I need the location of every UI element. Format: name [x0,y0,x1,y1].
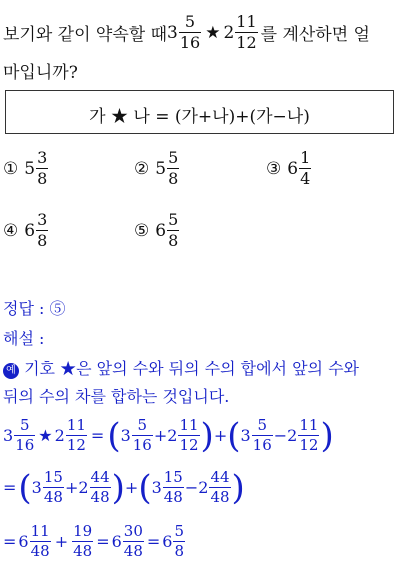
s1-b-frac1 [252,418,273,453]
option-2-denominator: 8 [168,169,179,188]
option-5-fraction [167,212,179,249]
s1-paren-open-1: ( [107,415,121,456]
s2-paren-open-1: ( [18,467,32,508]
answer-line [3,296,66,319]
definition-box [5,90,394,134]
star-operator: ★ [205,22,221,43]
fraction-b-denominator: 12 [236,33,257,52]
s3-frac4 [173,524,185,559]
fraction-a [179,14,201,51]
option-3-numerator: 1 [300,148,311,167]
definition-text: 가 ★ 나 = (가+나)+(가−나) [89,107,310,127]
option-4-whole: 6 [24,220,36,241]
s1-n2: 11 [66,416,86,434]
s1-star: ★ [38,426,53,445]
option-3-mark: ③ [266,158,282,179]
option-2-mark: ② [134,158,150,179]
s1-b-w2: 2 [287,426,298,445]
s2-a-n2: 44 [90,468,110,486]
s2-b-n1: 15 [163,468,183,486]
s3-frac3 [123,524,144,559]
option-1-numerator: 3 [37,148,48,167]
option-4-fraction [36,212,48,249]
s1-a-n1: 5 [137,416,148,434]
option-5-mark: ⑤ [134,220,150,241]
s2-plus-mid: + [124,478,139,497]
s1-b-d1: 16 [252,436,272,454]
option-1-fraction [36,150,48,187]
option-2-numerator: 5 [168,148,179,167]
s2-b-d1: 48 [163,488,183,506]
s2-paren-open-2: ( [138,467,152,508]
s1-b-n2: 11 [299,416,319,434]
option-4-numerator: 3 [37,210,48,229]
question-text-prefix: 보기와 같이 약속할 때 [3,25,168,45]
s2-b-w1: 3 [151,478,162,497]
option-4-mark: ④ [3,220,19,241]
s1-b-minus: − [273,426,288,445]
question-text-suffix: 를 계산하면 얼 [260,25,370,45]
option-3[interactable] [266,150,312,187]
fraction-a-numerator: 5 [184,12,196,31]
s1-b-d2: 12 [299,436,319,454]
s3-d4: 8 [174,542,185,560]
s3-n1: 11 [30,522,50,540]
answer-label: 정답 : [3,299,50,318]
s2-b-n2: 44 [210,468,230,486]
s3-w4: 6 [162,532,173,551]
option-1-mark: ① [3,158,19,179]
s2-a-d2: 48 [90,488,110,506]
s2-a-plus: + [64,478,79,497]
explanation-sentence-1: 기호 ★은 앞의 수와 뒤의 수의 합에서 앞의 수와 [19,359,359,378]
answer-value: ⑤ [49,299,66,318]
s1-frac2 [66,418,87,453]
s1-frac1 [14,418,35,453]
s3-d3: 48 [123,542,143,560]
s1-a-w2: 2 [167,426,178,445]
option-3-whole: 6 [287,158,299,179]
option-1-denominator: 8 [37,169,48,188]
explanation-text-line-1 [3,356,359,379]
option-2[interactable] [134,150,180,187]
s2-eq: = [3,478,17,497]
s1-a-n2: 11 [179,416,199,434]
s1-plus-mid: + [213,426,228,445]
solution-step-2 [3,467,245,508]
s1-d2: 12 [66,436,86,454]
option-1[interactable] [3,150,49,187]
option-5-whole: 6 [155,220,167,241]
s1-b-n1: 5 [257,416,267,434]
s1-paren-close-1: ) [200,415,214,456]
s2-b-frac1 [163,470,184,505]
s1-b-frac2 [298,418,319,453]
s1-a-w1: 3 [120,426,131,445]
s1-b-w1: 3 [240,426,251,445]
s3-w3: 6 [111,532,122,551]
mixed-number-a-whole: 3 [167,22,178,43]
explanation-text-line-2: 뒤의 수의 차를 합하는 것입니다. [3,387,230,406]
s1-n1: 5 [19,416,30,434]
s2-a-frac2 [90,470,111,505]
s3-eq3: = [146,532,161,551]
option-5-numerator: 5 [168,210,179,229]
fraction-b [235,14,257,51]
option-3-denominator: 4 [300,169,311,188]
s3-d1: 48 [30,542,50,560]
question-line-1 [3,14,370,51]
s3-frac2 [72,524,93,559]
s2-a-w2: 2 [78,478,89,497]
s3-plus: + [54,532,69,551]
s3-eq2: = [96,532,110,551]
option-1-whole: 5 [24,158,36,179]
s1-a-d2: 12 [179,436,199,454]
option-4[interactable] [3,212,49,249]
option-5-denominator: 8 [168,231,179,250]
option-2-whole: 5 [155,158,167,179]
s1-w1: 3 [3,426,14,445]
s3-eq1: = [3,532,17,551]
option-2-fraction [167,150,179,187]
s1-paren-open-2: ( [227,415,241,456]
solution-step-1 [3,415,334,456]
s2-a-w1: 3 [31,478,42,497]
s1-d1: 16 [15,436,35,454]
s1-a-frac2 [178,418,199,453]
s3-n3: 30 [123,522,143,540]
s3-n2: 19 [73,522,93,540]
example-mark-icon: 예 [3,363,19,379]
s2-b-w2: 2 [198,478,209,497]
s2-paren-close-1: ) [111,467,125,508]
explanation-label: 해설 : [3,329,45,348]
s2-a-n1: 15 [43,468,63,486]
option-4-denominator: 8 [37,231,48,250]
s1-w2: 2 [54,426,65,445]
s3-w1: 6 [18,532,29,551]
question-line-2: 마입니까? [3,63,78,83]
mixed-number-b-whole: 2 [223,22,235,43]
fraction-a-denominator: 16 [179,33,201,52]
option-3-fraction [299,150,311,187]
s2-b-frac2 [209,470,230,505]
s1-a-frac1 [132,418,153,453]
option-5[interactable] [134,212,180,249]
s2-a-frac1 [43,470,64,505]
s2-paren-close-2: ) [231,467,245,508]
s1-a-d1: 16 [132,436,152,454]
s1-a-plus: + [153,426,168,445]
s2-b-minus: − [184,478,199,497]
solution-step-3 [3,524,186,559]
s1-eq: = [90,426,105,445]
fraction-b-numerator: 11 [236,12,257,31]
s3-n4: 5 [174,522,185,540]
s3-frac1 [30,524,51,559]
s2-a-d1: 48 [43,488,63,506]
s3-d2: 48 [73,542,93,560]
s2-b-d2: 48 [210,488,230,506]
s1-paren-close-2: ) [320,415,334,456]
